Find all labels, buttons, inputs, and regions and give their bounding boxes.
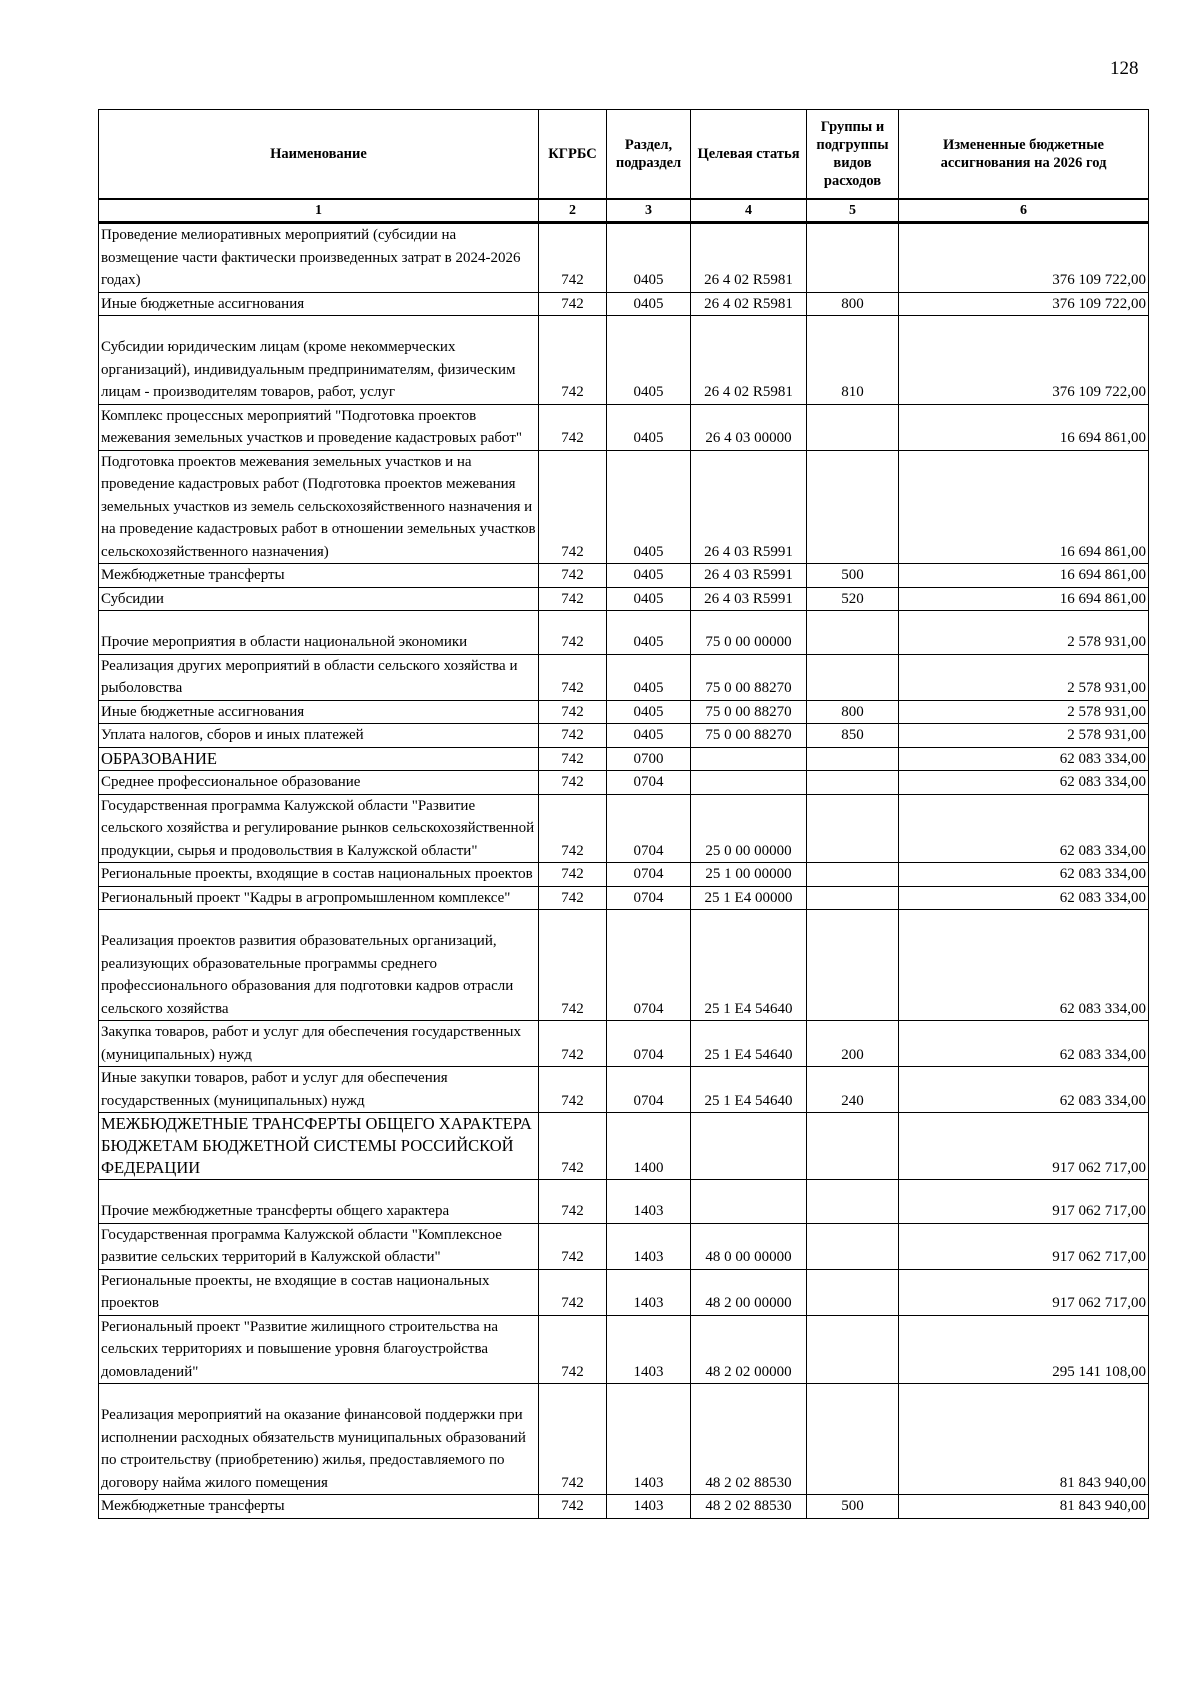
row-kgrbs: 742 — [539, 1495, 607, 1519]
row-section: 1403 — [607, 1495, 691, 1519]
column-number: 6 — [899, 199, 1149, 223]
row-name: МЕЖБЮДЖЕТНЫЕ ТРАНСФЕРТЫ ОБЩЕГО ХАРАКТЕРА БЮДЖЕТАМ БЮДЖЕТНОЙ СИСТЕМЫ РОССИЙСКОЙ ФЕДЕРАЦИИ — [99, 1113, 539, 1180]
row-group: 200 — [807, 1021, 899, 1067]
row-group — [807, 223, 899, 293]
row-amount: 376 109 722,00 — [899, 223, 1149, 293]
row-target — [691, 1113, 807, 1180]
row-target: 25 1 E4 54640 — [691, 1021, 807, 1067]
row-group — [807, 404, 899, 450]
row-kgrbs: 742 — [539, 747, 607, 771]
row-name: Региональный проект "Кадры в агропромышленном комплексе" — [99, 886, 539, 910]
row-name: Региональные проекты, не входящие в состав национальных проектов — [99, 1269, 539, 1315]
row-target: 48 2 02 00000 — [691, 1315, 807, 1384]
row-name: Реализация проектов развития образовательных организаций, реализующих образовательные программы среднего профессионального образования для подготовки кадров отрасли сельского хозяйства — [99, 910, 539, 1021]
row-kgrbs: 742 — [539, 587, 607, 611]
row-target: 26 4 03 R5991 — [691, 450, 807, 564]
row-target: 26 4 03 R5991 — [691, 587, 807, 611]
table-row — [99, 1315, 1149, 1384]
row-kgrbs: 742 — [539, 223, 607, 293]
table-row — [99, 223, 1149, 293]
row-group — [807, 886, 899, 910]
row-section: 1403 — [607, 1269, 691, 1315]
table-row — [99, 587, 1149, 611]
row-group: 500 — [807, 564, 899, 588]
row-name: Иные бюджетные ассигнования — [99, 700, 539, 724]
row-group — [807, 1180, 899, 1224]
row-section: 1403 — [607, 1315, 691, 1384]
row-target: 25 1 00 00000 — [691, 863, 807, 887]
row-kgrbs: 742 — [539, 450, 607, 564]
row-name: Закупка товаров, работ и услуг для обеспечения государственных (муниципальных) нужд — [99, 1021, 539, 1067]
row-section: 1403 — [607, 1180, 691, 1224]
row-target: 48 0 00 00000 — [691, 1223, 807, 1269]
row-name: Иные закупки товаров, работ и услуг для обеспечения государственных (муниципальных) нужд — [99, 1067, 539, 1113]
row-kgrbs: 742 — [539, 1384, 607, 1495]
table-row — [99, 654, 1149, 700]
row-target: 48 2 02 88530 — [691, 1495, 807, 1519]
row-kgrbs: 742 — [539, 794, 607, 863]
table-row — [99, 1021, 1149, 1067]
row-name: Среднее профессиональное образование — [99, 771, 539, 795]
row-section: 0704 — [607, 863, 691, 887]
row-section: 0704 — [607, 886, 691, 910]
column-number-row — [99, 199, 1149, 223]
row-name: Уплата налогов, сборов и иных платежей — [99, 724, 539, 748]
row-group: 850 — [807, 724, 899, 748]
row-amount: 62 083 334,00 — [899, 910, 1149, 1021]
row-group — [807, 794, 899, 863]
row-kgrbs: 742 — [539, 404, 607, 450]
row-name: Реализация мероприятий на оказание финансовой поддержки при исполнении расходных обязательств муниципальных образований по строительству (приобретению) жилья, предоставляемого по договору найма жилого помещения — [99, 1384, 539, 1495]
row-amount: 917 062 717,00 — [899, 1269, 1149, 1315]
row-group — [807, 1113, 899, 1180]
table-row — [99, 564, 1149, 588]
row-section: 0405 — [607, 316, 691, 405]
row-amount: 376 109 722,00 — [899, 292, 1149, 316]
row-amount: 62 083 334,00 — [899, 886, 1149, 910]
column-number: 2 — [539, 199, 607, 223]
table-row — [99, 771, 1149, 795]
row-group — [807, 1269, 899, 1315]
table-row — [99, 1067, 1149, 1113]
row-kgrbs: 742 — [539, 611, 607, 655]
table-row — [99, 747, 1149, 771]
row-section: 1403 — [607, 1384, 691, 1495]
row-target: 26 4 02 R5981 — [691, 292, 807, 316]
row-name: Подготовка проектов межевания земельных участков и на проведение кадастровых работ (Подготовка проектов межевания земельных участков из земель сельскохозяйственного назначения и на проведение кадастровых работ в отношении земельных участков сельскохозяйственного назначения) — [99, 450, 539, 564]
row-kgrbs: 742 — [539, 1113, 607, 1180]
row-section: 0405 — [607, 223, 691, 293]
row-group — [807, 1384, 899, 1495]
row-name: Субсидии юридическим лицам (кроме некоммерческих организаций), индивидуальным предпринимателям, физическим лицам - производителям товаров, работ, услуг — [99, 316, 539, 405]
table-row — [99, 700, 1149, 724]
table-row — [99, 316, 1149, 405]
row-name: Реализация других мероприятий в области сельского хозяйства и рыболовства — [99, 654, 539, 700]
row-amount: 917 062 717,00 — [899, 1113, 1149, 1180]
table-row — [99, 1180, 1149, 1224]
row-target: 25 1 E4 54640 — [691, 910, 807, 1021]
row-name: Прочие межбюджетные трансферты общего характера — [99, 1180, 539, 1224]
row-name: Государственная программа Калужской области "Развитие сельского хозяйства и регулирование рынков сельскохозяйственной продукции, сырья и продовольствия в Калужской области" — [99, 794, 539, 863]
table-row — [99, 1113, 1149, 1180]
row-section: 0405 — [607, 700, 691, 724]
row-kgrbs: 742 — [539, 1315, 607, 1384]
row-target: 26 4 02 R5981 — [691, 223, 807, 293]
row-amount: 81 843 940,00 — [899, 1384, 1149, 1495]
row-target: 25 0 00 00000 — [691, 794, 807, 863]
table-row — [99, 450, 1149, 564]
row-kgrbs: 742 — [539, 1067, 607, 1113]
row-group: 800 — [807, 700, 899, 724]
row-name: Комплекс процессных мероприятий "Подготовка проектов межевания земельных участков и проведение кадастровых работ" — [99, 404, 539, 450]
row-kgrbs: 742 — [539, 564, 607, 588]
column-number: 3 — [607, 199, 691, 223]
header-name: Наименование — [99, 110, 539, 200]
row-target: 25 1 E4 54640 — [691, 1067, 807, 1113]
table-row — [99, 886, 1149, 910]
row-target: 26 4 02 R5981 — [691, 316, 807, 405]
row-section: 0704 — [607, 1021, 691, 1067]
row-section: 0405 — [607, 611, 691, 655]
row-target — [691, 771, 807, 795]
row-amount: 16 694 861,00 — [899, 564, 1149, 588]
row-target: 75 0 00 88270 — [691, 700, 807, 724]
table-row — [99, 611, 1149, 655]
row-section: 0405 — [607, 564, 691, 588]
row-kgrbs: 742 — [539, 724, 607, 748]
row-group — [807, 1315, 899, 1384]
row-section: 0704 — [607, 771, 691, 795]
row-group: 810 — [807, 316, 899, 405]
table-row — [99, 1384, 1149, 1495]
row-target — [691, 747, 807, 771]
row-amount: 16 694 861,00 — [899, 587, 1149, 611]
row-kgrbs: 742 — [539, 1180, 607, 1224]
row-section: 0405 — [607, 292, 691, 316]
header-section: Раздел, подраздел — [607, 110, 691, 200]
row-name: Региональные проекты, входящие в состав национальных проектов — [99, 863, 539, 887]
row-amount: 16 694 861,00 — [899, 404, 1149, 450]
row-amount: 62 083 334,00 — [899, 771, 1149, 795]
page-number: 128 — [1110, 58, 1139, 79]
row-name: Прочие мероприятия в области национальной экономики — [99, 611, 539, 655]
table-row — [99, 1495, 1149, 1519]
row-kgrbs: 742 — [539, 654, 607, 700]
table-row — [99, 863, 1149, 887]
column-number: 1 — [99, 199, 539, 223]
row-group — [807, 910, 899, 1021]
row-section: 0405 — [607, 724, 691, 748]
row-target: 75 0 00 88270 — [691, 654, 807, 700]
column-number: 4 — [691, 199, 807, 223]
row-section: 0405 — [607, 587, 691, 611]
row-target — [691, 1180, 807, 1224]
row-amount: 376 109 722,00 — [899, 316, 1149, 405]
row-section: 1400 — [607, 1113, 691, 1180]
row-target: 26 4 03 R5991 — [691, 564, 807, 588]
row-amount: 81 843 940,00 — [899, 1495, 1149, 1519]
table-row — [99, 404, 1149, 450]
row-group — [807, 654, 899, 700]
row-kgrbs: 742 — [539, 292, 607, 316]
row-name: Иные бюджетные ассигнования — [99, 292, 539, 316]
row-section: 1403 — [607, 1223, 691, 1269]
row-name: Субсидии — [99, 587, 539, 611]
row-kgrbs: 742 — [539, 700, 607, 724]
header-amount: Измененные бюджетные ассигнования на 2026 год — [899, 110, 1149, 200]
row-amount: 62 083 334,00 — [899, 1067, 1149, 1113]
row-kgrbs: 742 — [539, 863, 607, 887]
row-section: 0704 — [607, 1067, 691, 1113]
row-target: 75 0 00 88270 — [691, 724, 807, 748]
header-kgrbs: КГРБС — [539, 110, 607, 200]
row-target: 48 2 00 00000 — [691, 1269, 807, 1315]
row-amount: 295 141 108,00 — [899, 1315, 1149, 1384]
row-name: Межбюджетные трансферты — [99, 1495, 539, 1519]
row-kgrbs: 742 — [539, 910, 607, 1021]
row-target: 75 0 00 00000 — [691, 611, 807, 655]
row-group — [807, 450, 899, 564]
row-kgrbs: 742 — [539, 1223, 607, 1269]
row-group — [807, 611, 899, 655]
row-target: 25 1 E4 00000 — [691, 886, 807, 910]
table-row — [99, 1269, 1149, 1315]
column-number: 5 — [807, 199, 899, 223]
row-kgrbs: 742 — [539, 316, 607, 405]
row-kgrbs: 742 — [539, 1269, 607, 1315]
row-name: Межбюджетные трансферты — [99, 564, 539, 588]
row-amount: 62 083 334,00 — [899, 863, 1149, 887]
row-group: 800 — [807, 292, 899, 316]
row-kgrbs: 742 — [539, 886, 607, 910]
row-group — [807, 771, 899, 795]
row-group — [807, 747, 899, 771]
row-section: 0704 — [607, 910, 691, 1021]
row-amount: 2 578 931,00 — [899, 611, 1149, 655]
row-amount: 16 694 861,00 — [899, 450, 1149, 564]
row-section: 0700 — [607, 747, 691, 771]
row-group — [807, 863, 899, 887]
row-group: 520 — [807, 587, 899, 611]
row-section: 0704 — [607, 794, 691, 863]
row-amount: 2 578 931,00 — [899, 700, 1149, 724]
row-group: 500 — [807, 1495, 899, 1519]
row-section: 0405 — [607, 404, 691, 450]
row-name: ОБРАЗОВАНИЕ — [99, 747, 539, 771]
table-header-row — [99, 110, 1149, 200]
row-kgrbs: 742 — [539, 1021, 607, 1067]
row-amount: 62 083 334,00 — [899, 1021, 1149, 1067]
row-name: Государственная программа Калужской области "Комплексное развитие сельских территорий в Калужской области" — [99, 1223, 539, 1269]
row-amount: 2 578 931,00 — [899, 654, 1149, 700]
row-section: 0405 — [607, 450, 691, 564]
budget-table — [98, 109, 1149, 1519]
row-amount: 62 083 334,00 — [899, 747, 1149, 771]
header-target: Целевая статья — [691, 110, 807, 200]
row-kgrbs: 742 — [539, 771, 607, 795]
row-amount: 917 062 717,00 — [899, 1223, 1149, 1269]
row-group: 240 — [807, 1067, 899, 1113]
row-target: 48 2 02 88530 — [691, 1384, 807, 1495]
table-row — [99, 292, 1149, 316]
table-row — [99, 794, 1149, 863]
table-row — [99, 910, 1149, 1021]
table-row — [99, 1223, 1149, 1269]
row-name: Проведение мелиоративных мероприятий (субсидии на возмещение части фактически произведенных затрат в 2024-2026 годах) — [99, 223, 539, 293]
row-amount: 917 062 717,00 — [899, 1180, 1149, 1224]
row-name: Региональный проект "Развитие жилищного строительства на сельских территориях и повышение уровня благоустройства домовладений" — [99, 1315, 539, 1384]
row-amount: 62 083 334,00 — [899, 794, 1149, 863]
row-section: 0405 — [607, 654, 691, 700]
header-group: Группы и подгруппы видов расходов — [807, 110, 899, 200]
row-target: 26 4 03 00000 — [691, 404, 807, 450]
table-row — [99, 724, 1149, 748]
row-group — [807, 1223, 899, 1269]
row-amount: 2 578 931,00 — [899, 724, 1149, 748]
